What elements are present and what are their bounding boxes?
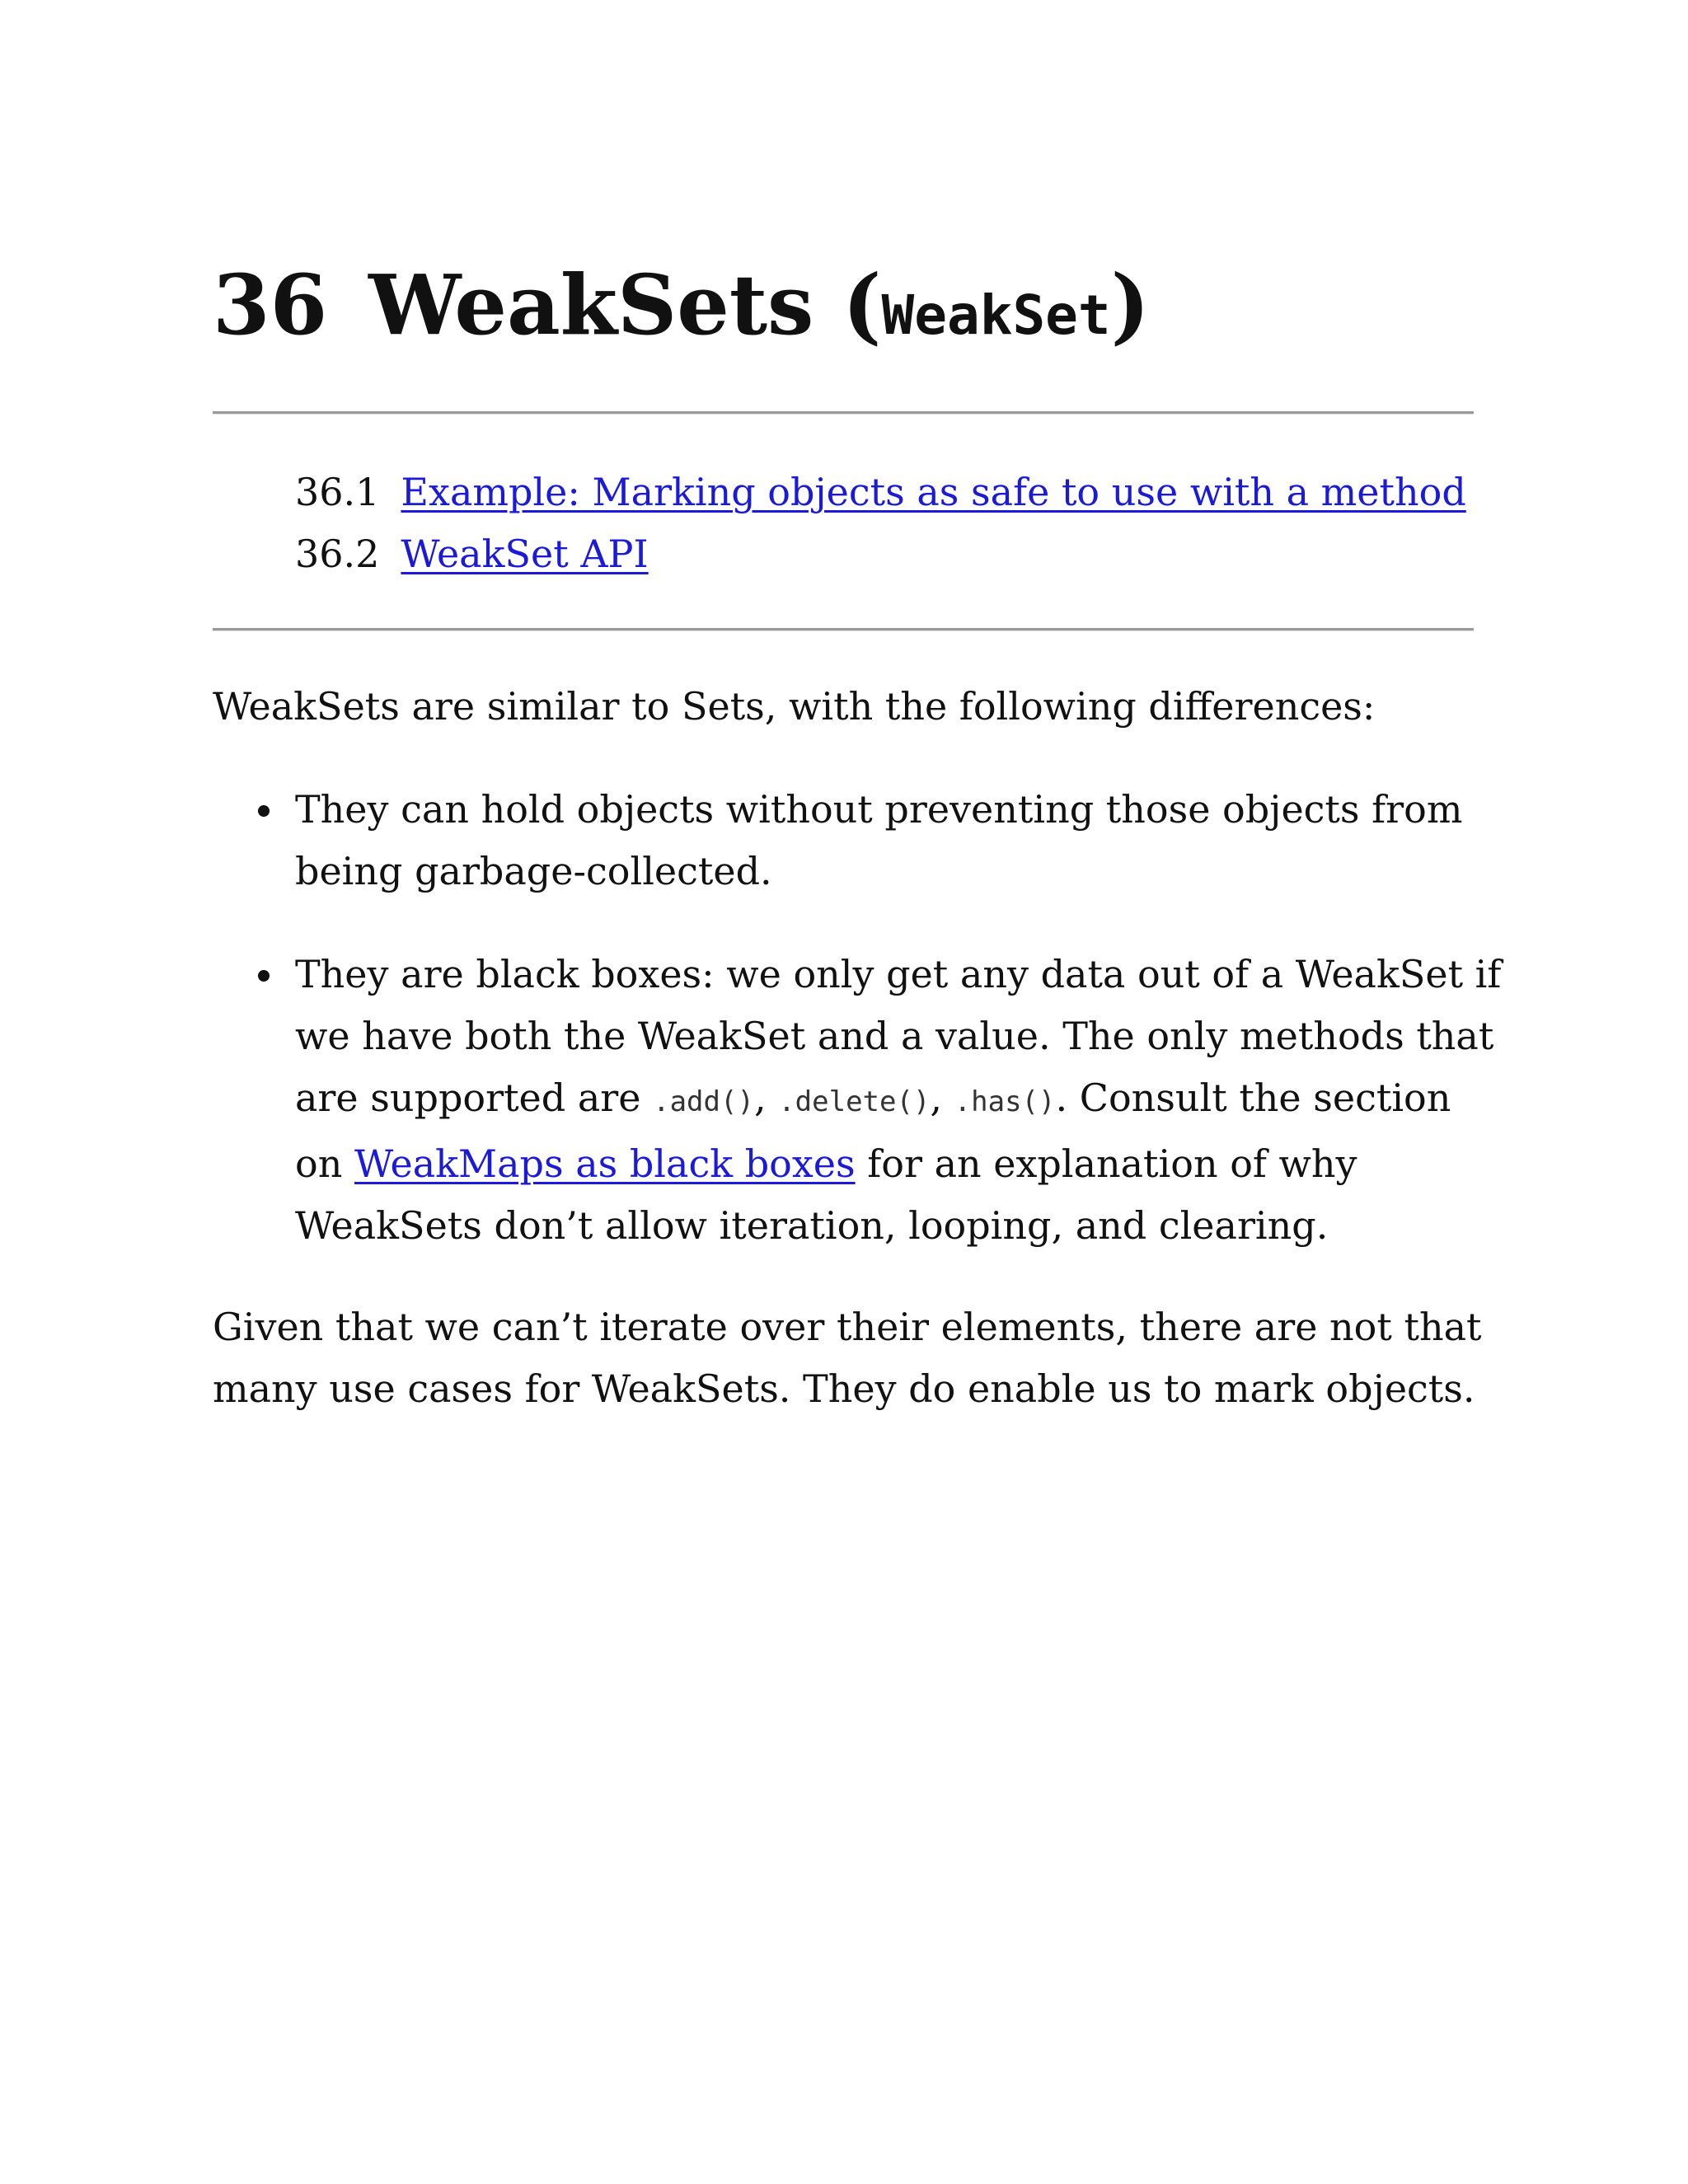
- bullet-text: . Consult the section: [1055, 1076, 1451, 1120]
- chapter-number: 36: [213, 256, 328, 354]
- differences-list: [213, 779, 1502, 1257]
- code-delete: .delete(): [778, 1085, 931, 1118]
- bullet-text-line: being garbage-collected.: [295, 849, 772, 893]
- bullet-icon: [258, 970, 270, 982]
- toc-item-number: 36.1: [295, 470, 380, 514]
- chapter-title-text: WeakSets (: [368, 256, 882, 354]
- closing-paragraph: [213, 1296, 1482, 1420]
- bullet-icon: [258, 805, 270, 817]
- bullet-text-line: They are black boxes: we only get any data out of a WeakSet if: [295, 952, 1502, 996]
- list-item: [213, 779, 1474, 902]
- toc-link-example[interactable]: Example: Marking objects as safe to use with a method: [401, 470, 1466, 514]
- toc-bottom-divider: [213, 628, 1474, 631]
- chapter-title: [213, 247, 1150, 373]
- closing-text-line: many use cases for WeakSets. They do enable us to mark objects.: [213, 1366, 1475, 1411]
- closing-text-line: Given that we can’t iterate over their elements, there are not that: [213, 1305, 1482, 1349]
- bullet-text-line: [295, 1133, 1474, 1195]
- bullet-text: are supported are: [295, 1076, 654, 1120]
- code-has: .has(): [954, 1085, 1056, 1118]
- bullet-text-line: WeakSets don’t allow iteration, looping, and clearing.: [295, 1203, 1329, 1248]
- bullet-text: for an explanation of why: [855, 1141, 1357, 1186]
- code-add: .add(): [653, 1085, 754, 1118]
- bullet-text: on: [295, 1141, 354, 1186]
- toc-item: [295, 523, 1466, 585]
- toc-item: [295, 462, 1466, 523]
- toc-item-number: 36.2: [295, 532, 380, 576]
- toc-link-weakset-api[interactable]: WeakSet API: [401, 532, 649, 576]
- bullet-text-line: [295, 1067, 1474, 1133]
- intro-paragraph: WeakSets are similar to Sets, with the following differences:: [213, 684, 1376, 729]
- weakmaps-black-boxes-link[interactable]: WeakMaps as black boxes: [354, 1141, 856, 1186]
- bullet-text-line: we have both the WeakSet and a value. The only methods that: [295, 1014, 1494, 1058]
- toc-top-divider: [213, 411, 1474, 415]
- bullet-text-line: They can hold objects without preventing those objects from: [295, 787, 1463, 832]
- list-item: [213, 944, 1502, 1257]
- chapter-title-code: WeakSet: [881, 284, 1111, 347]
- separator: ,: [753, 1076, 779, 1120]
- chapter-title-close: ): [1110, 256, 1150, 354]
- separator: ,: [930, 1076, 954, 1120]
- table-of-contents: [295, 462, 1466, 585]
